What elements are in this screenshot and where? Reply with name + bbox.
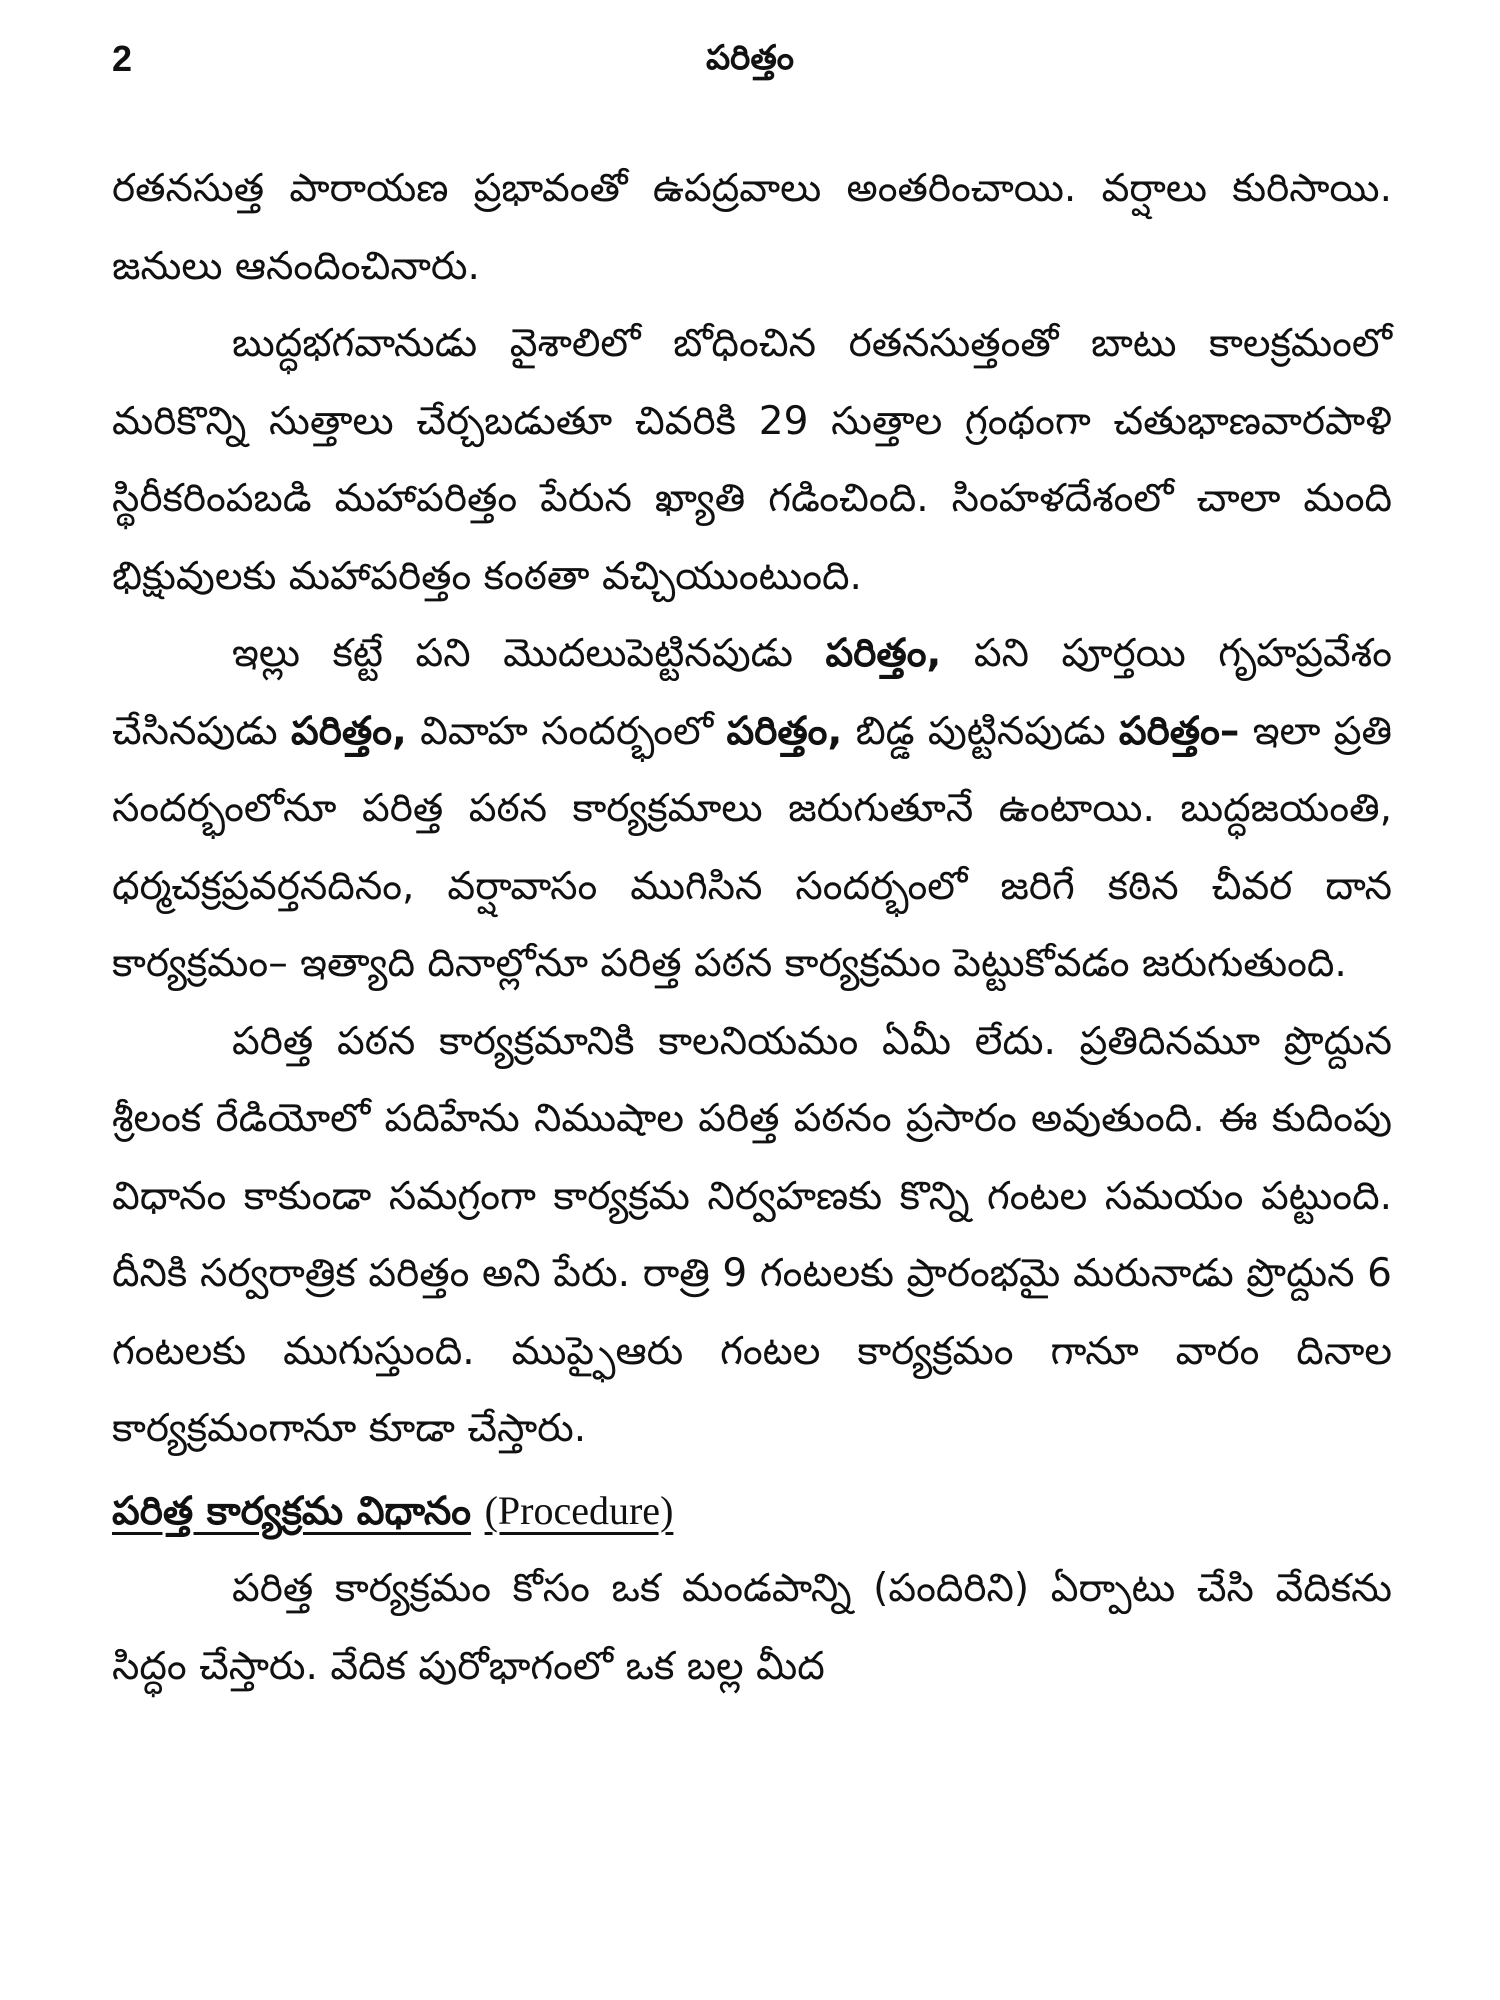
running-title: పరిత్తం bbox=[705, 38, 795, 78]
bold-term: పరిత్తం, bbox=[825, 631, 942, 676]
page-number: 2 bbox=[112, 38, 133, 79]
section-heading-english: (Procedure) bbox=[484, 1487, 674, 1533]
paragraph-3 bbox=[112, 615, 1392, 1003]
bold-term: పరిత్తం– bbox=[1118, 708, 1240, 754]
running-head bbox=[112, 38, 1388, 98]
paragraph-2: బుద్ధభగవానుడు వైశాలిలో బోధించిన రతనసుత్తంతో బాటు కాలక్రమంలో మరికొన్ని సుత్తాలు చేర్చబడుతూ చివరికి 29 సుత్తాల గ్రంథంగా చతుభాణవారపాళి స్థిరీకరింపబడి మహాపరిత్తం పేరున ఖ్యాతి గడించింది. సింహళదేశంలో చాలా మంది భిక్షువులకు మహాపరిత్తం కంఠతా వచ్చియుంటుంది. bbox=[112, 321, 1392, 599]
body-text bbox=[112, 150, 1392, 1705]
paragraph-3-text: వివాహ సందర్భంలో bbox=[406, 708, 727, 754]
bold-term: పరిత్తం, bbox=[726, 708, 843, 754]
paragraph-3-text: బిడ్డ పుట్టినపుడు bbox=[842, 708, 1119, 754]
paragraph-3-text: పని పూర్తయి గృహప్రవేశం చేసినపుడు bbox=[112, 631, 1393, 754]
paragraph-5: పరిత్త కార్యక్రమం కోసం ఒక మండపాన్ని (పందిరిని) ఏర్పాటు చేసి వేదికను సిద్ధం చేస్తారు. వేదిక పురోభాగంలో ఒక బల్ల మీద bbox=[112, 1566, 1392, 1689]
paragraph-4: పరిత్త పఠన కార్యక్రమానికి కాలనియమం ఏమీ లేదు. ప్రతిదినమూ ప్రొద్దున శ్రీలంక రేడియోలో పదిహేను నిముషాల పరిత్త పఠనం ప్రసారం అవుతుంది. ఈ కుదింపు విధానం కాకుండా సమగ్రంగా కార్యక్రమ నిర్వహణకు కొన్ని గంటల సమయం పట్టుంది. దీనికి సర్వరాత్రిక పరిత్తం అని పేరు. రాత్రి 9 గంటలకు ప్రారంభమై మరునాడు ప్రొద్దున 6 గంటలకు ముగుస్తుంది. ముప్ఫైఆరు గంటల కార్యక్రమం గానూ వారం దినాల కార్యక్రమంగానూ కూడా చేస్తారు. bbox=[112, 1018, 1392, 1451]
paragraph-1: రతనసుత్త పారాయణ ప్రభావంతో ఉపద్రవాలు అంతరించాయి. వర్షాలు కురిసాయి. జనులు ఆనందించినారు. bbox=[112, 166, 1392, 289]
section-heading-telugu: పరిత్త కార్యక్రమ విధానం bbox=[112, 1488, 472, 1534]
paragraph-3-text: ఇలా ప్రతి సందర్భంలోనూ పరిత్త పఠన కార్యక్రమాలు జరుగుతూనే ఉంటాయి. బుద్ధజయంతి, ధర్మచక్రప్రవర్తనదినం, వర్షావాసం ముగిసిన సందర్భంలో జరిగే కఠిన చీవర దాన కార్యక్రమం– ఇత్యాది దినాల్లోనూ పరిత్త పఠన కార్యక్రమం పెట్టుకోవడం జరుగుతుంది. bbox=[112, 708, 1392, 986]
bold-term: పరిత్తం, bbox=[291, 708, 407, 754]
paragraph-3-text: ఇల్లు కట్టే పని మొదలుపెట్టినపుడు bbox=[232, 631, 826, 676]
section-heading bbox=[112, 1472, 1392, 1551]
